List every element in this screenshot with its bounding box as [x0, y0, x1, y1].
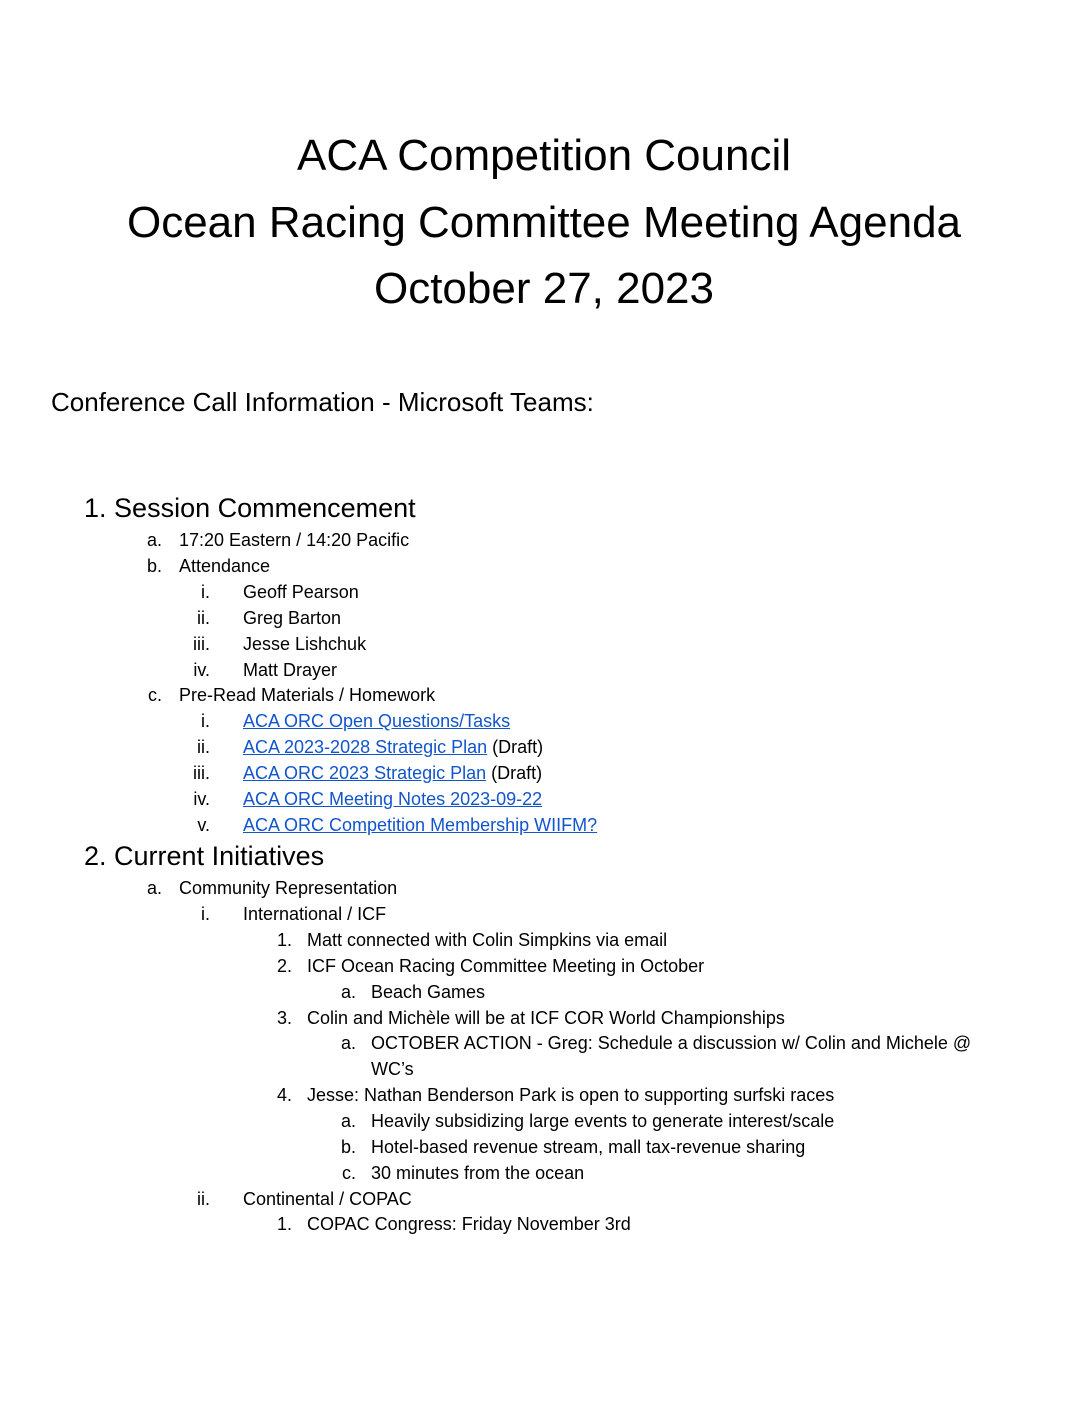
list-marker: b. [146, 556, 162, 576]
list-marker: 1. [276, 930, 292, 950]
list-marker: iii. [193, 634, 210, 654]
section-title: Current Initiatives [114, 841, 325, 871]
list-marker: i. [201, 904, 210, 924]
list-text: 30 minutes from the ocean [371, 1163, 585, 1183]
list-marker: i. [201, 711, 210, 731]
list-text: International / ICF [243, 904, 387, 924]
list-text: Matt connected with Colin Simpkins via email [307, 930, 668, 950]
list-marker: 4. [276, 1085, 292, 1105]
title-line-1: ACA Competition Council [296, 131, 791, 180]
list-text: Community Representation [179, 878, 398, 898]
link-suffix: (Draft) [487, 737, 544, 757]
link-open-questions-tasks[interactable]: ACA ORC Open Questions/Tasks [243, 711, 511, 731]
list-text: Hotel-based revenue stream, mall tax-revenue sharing [371, 1137, 806, 1157]
list-text: Heavily subsidizing large events to generate interest/scale [371, 1111, 835, 1131]
list-text: Colin and Michèle will be at ICF COR World Championships [307, 1008, 785, 1028]
list-text: COPAC Congress: Friday November 3rd [307, 1214, 631, 1234]
link-suffix: (Draft) [486, 763, 543, 783]
list-text-continuation: WC’s [371, 1059, 414, 1079]
attendee-name: Matt Drayer [243, 660, 338, 680]
list-text: 17:20 Eastern / 14:20 Pacific [179, 530, 410, 550]
link-competition-membership-wiifm[interactable]: ACA ORC Competition Membership WIIFM? [243, 815, 598, 835]
list-marker: iii. [193, 763, 210, 783]
list-marker: a. [340, 1033, 356, 1053]
list-text: Pre-Read Materials / Homework [179, 685, 436, 705]
title-line-3-date: October 27, 2023 [373, 264, 714, 313]
section-heading-session-commencement [84, 492, 416, 524]
attendee-name: Greg Barton [243, 608, 342, 628]
section-number: 1. [84, 493, 107, 523]
title-line-2: Ocean Racing Committee Meeting Agenda [126, 198, 962, 247]
list-marker: c. [341, 1163, 356, 1183]
list-marker: 2. [276, 956, 292, 976]
section-number: 2. [84, 841, 107, 871]
attendee-name: Geoff Pearson [243, 582, 359, 602]
list-text: OCTOBER ACTION - Greg: Schedule a discussion w/ Colin and Michele @ [371, 1033, 972, 1053]
list-marker: a. [340, 982, 356, 1002]
list-marker: a. [146, 530, 162, 550]
list-marker: iv. [193, 789, 210, 809]
list-text: Beach Games [371, 982, 486, 1002]
list-marker: 3. [276, 1008, 292, 1028]
list-marker: a. [146, 878, 162, 898]
list-text: ICF Ocean Racing Committee Meeting in October [307, 956, 705, 976]
link-aca-strategic-plan[interactable]: ACA 2023-2028 Strategic Plan [243, 737, 488, 757]
list-text: Continental / COPAC [243, 1189, 412, 1209]
list-text: Jesse: Nathan Benderson Park is open to supporting surfski races [307, 1085, 835, 1105]
list-marker: a. [340, 1111, 356, 1131]
conference-call-info: Conference Call Information - Microsoft Teams: [51, 387, 594, 417]
list-marker: i. [201, 582, 210, 602]
link-meeting-notes[interactable]: ACA ORC Meeting Notes 2023-09-22 [243, 789, 543, 809]
list-marker: b. [340, 1137, 356, 1157]
list-marker: ii. [197, 737, 210, 757]
link-orc-strategic-plan[interactable]: ACA ORC 2023 Strategic Plan [243, 763, 487, 783]
list-marker: ii. [197, 608, 210, 628]
attendee-name: Jesse Lishchuk [243, 634, 367, 654]
list-marker: c. [147, 685, 162, 705]
list-text: Attendance [179, 556, 271, 576]
list-marker: ii. [197, 1189, 210, 1209]
section-heading-current-initiatives [84, 840, 324, 872]
list-marker: v. [197, 815, 210, 835]
list-marker: iv. [193, 660, 210, 680]
list-marker: 1. [276, 1214, 292, 1234]
section-title: Session Commencement [114, 493, 416, 523]
